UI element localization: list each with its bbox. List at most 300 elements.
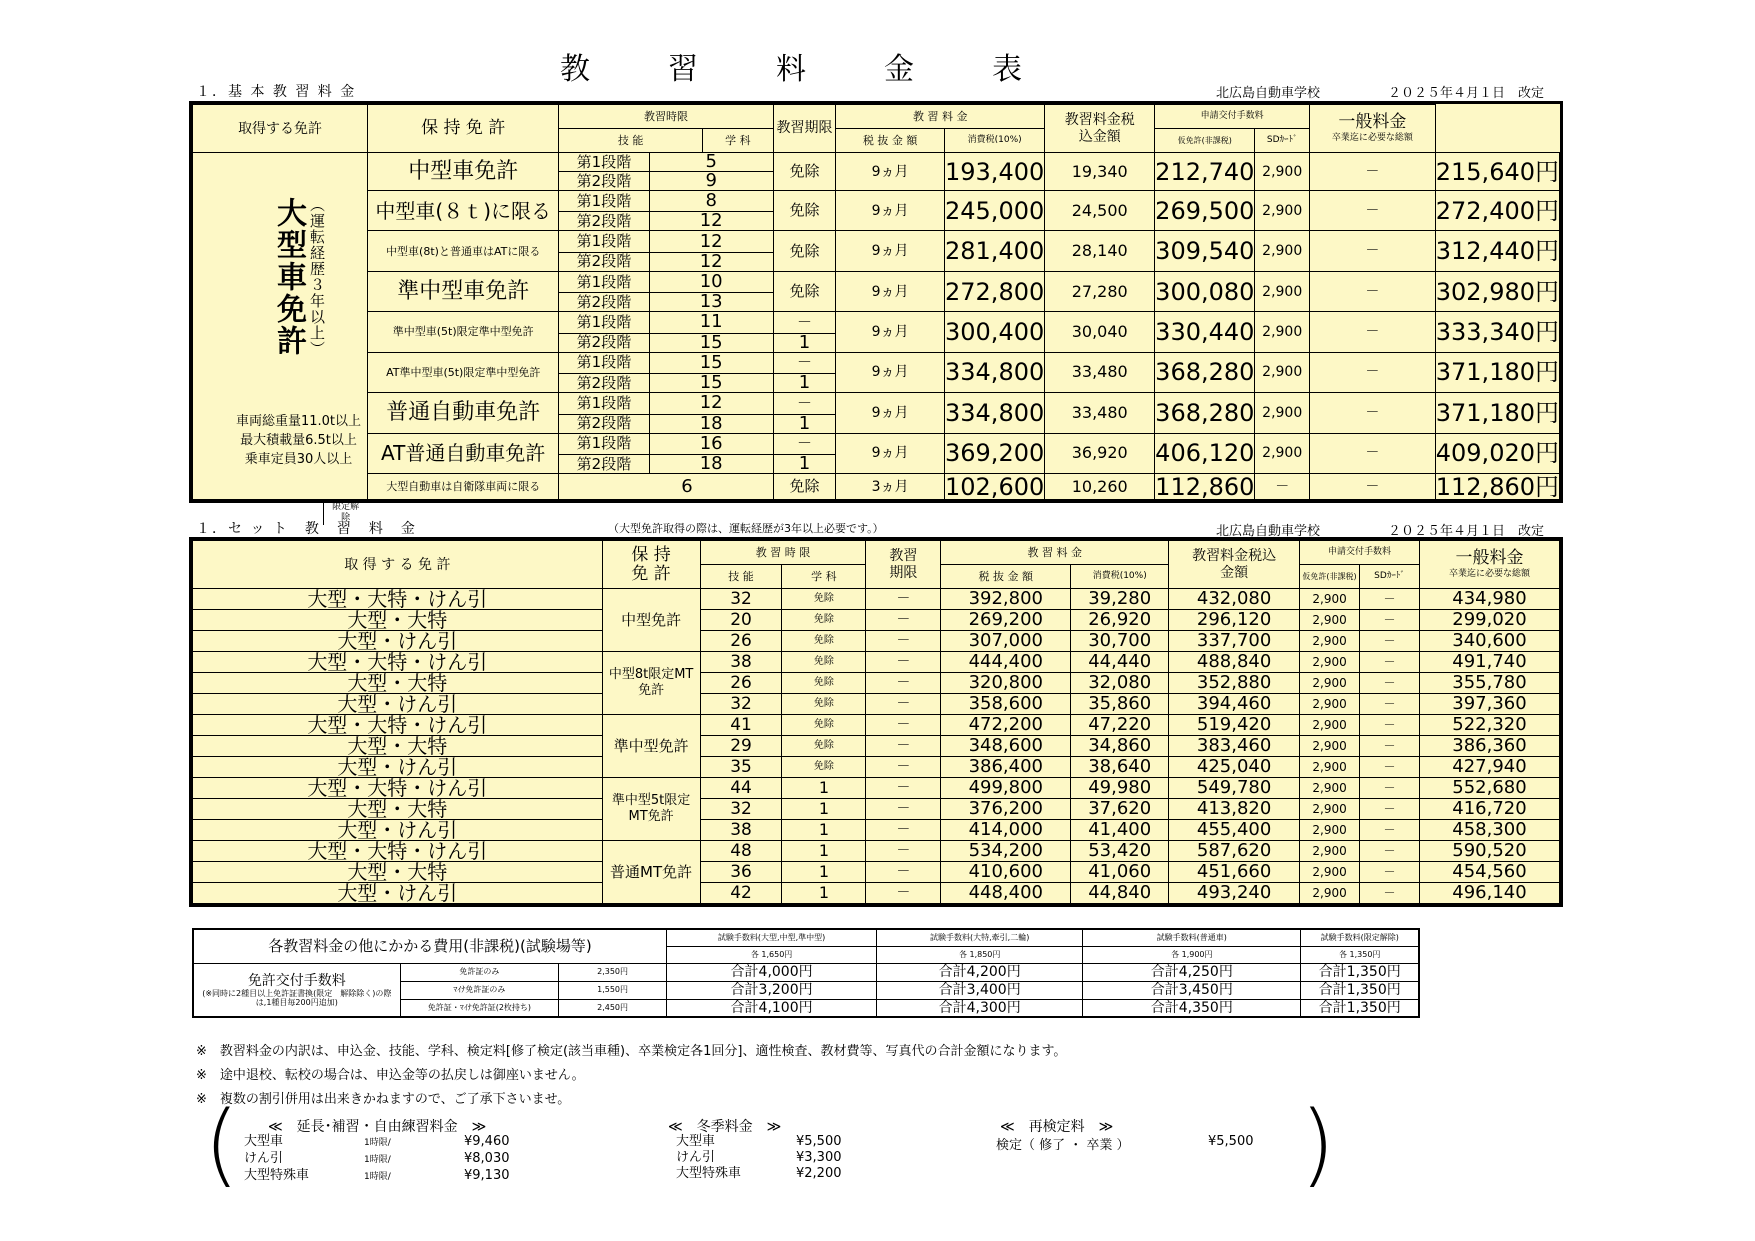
skill-hours: 10 [649, 271, 773, 292]
set-academic: 1 [782, 883, 866, 904]
set-row [193, 862, 1560, 883]
winter-price: ¥5,500 [796, 1134, 842, 1149]
extension-unit: 1時限/ [364, 1172, 391, 1182]
period: 3ヵ月 [836, 474, 945, 500]
period: 9ヵ月 [836, 393, 945, 433]
set-hdr-pre-tax: 税 抜 金 額 [941, 565, 1071, 589]
set-tax: 35,860 [1071, 694, 1169, 715]
total-incl: 406,120 [1155, 433, 1255, 473]
set-tax: 32,080 [1071, 673, 1169, 694]
set-hdr-held: 保 持 免 許 [602, 541, 700, 589]
spec-weight: 車両総重量11.0t以上 [235, 414, 362, 429]
set-hdr-sd: SDｶｰﾄﾞ [1360, 565, 1420, 589]
pre-tax: 369,200 [945, 433, 1045, 473]
provisional-fee: 2,900 [1255, 433, 1310, 473]
extension-price: ¥9,460 [464, 1134, 510, 1149]
held-license: 中型車免許 [368, 153, 559, 191]
set-license-name: 大型・大特・けん引 [193, 778, 603, 799]
set-period: － [866, 757, 941, 778]
set-provisional: 2,900 [1300, 757, 1360, 778]
held-license: 中型車(8t)と普通車はATに限る [368, 231, 559, 271]
set-held-license: 中型免許 [602, 589, 700, 652]
exam-fee-header-2: 試験手数料(大特,牽引,二輪) [877, 929, 1083, 946]
stage-label: 第1段階 [559, 352, 649, 373]
winter-title: ≪ 冬季料金 ≫ [668, 1119, 782, 1135]
general-fee: 371,180円 [1435, 352, 1559, 392]
set-provisional: 2,900 [1300, 652, 1360, 673]
skill-hours: 15 [649, 374, 773, 393]
retest-label: 検定（ 修了 ・ 卒業 ） [996, 1138, 1130, 1153]
school-name-2: 北広島自動車学校 [1216, 524, 1321, 539]
skill-hours: 12 [649, 212, 773, 231]
set-tax: 38,640 [1071, 757, 1169, 778]
total-incl: 269,500 [1155, 191, 1255, 231]
stage-label: 第1段階 [559, 433, 649, 454]
set-sd-card: － [1360, 610, 1420, 631]
issue-total: 合計4,100円 [667, 999, 877, 1017]
set-row [193, 799, 1560, 820]
total-incl: 212,740 [1155, 153, 1255, 191]
winter-price: ¥3,300 [796, 1150, 842, 1165]
set-provisional: 2,900 [1300, 694, 1360, 715]
set-pre-tax: 348,600 [941, 736, 1071, 757]
pre-tax: 245,000 [945, 191, 1045, 231]
set-license-name: 大型・けん引 [193, 820, 603, 841]
issue-row-label: 免許証・ﾏｲﾅ免許証(2枚持ち) [400, 999, 558, 1017]
issue-total: 合計3,450円 [1083, 981, 1301, 999]
issue-total: 合計4,000円 [667, 963, 877, 981]
set-general-fee: 355,780 [1419, 673, 1559, 694]
basic-row [193, 153, 1560, 172]
extension-unit: 1時限/ [364, 1138, 391, 1148]
set-pre-tax: 320,800 [941, 673, 1071, 694]
general-fee-sub: 卒業迄に必要な総額 [1331, 133, 1413, 143]
set-academic: 免除 [782, 610, 866, 631]
tax: 33,480 [1045, 393, 1155, 433]
set-tax: 34,860 [1071, 736, 1169, 757]
stage-label: 第2段階 [559, 414, 649, 433]
set-tax: 37,620 [1071, 799, 1169, 820]
other-costs-table [192, 928, 1420, 1018]
academic: 免除 [773, 271, 835, 311]
set-period: － [866, 715, 941, 736]
set-sd-card: － [1360, 673, 1420, 694]
tax: 24,500 [1045, 191, 1155, 231]
set-row [193, 694, 1560, 715]
set-academic: 1 [782, 841, 866, 862]
set-skill: 38 [700, 820, 782, 841]
pre-tax: 281,400 [945, 231, 1045, 271]
provisional-fee: 2,900 [1255, 191, 1310, 231]
set-row [193, 736, 1560, 757]
retest-title: ≪ 再検定料 ≫ [1000, 1119, 1114, 1135]
set-skill: 35 [700, 757, 782, 778]
set-period: － [866, 799, 941, 820]
spec-load: 最大積載量6.5t以上 [240, 433, 357, 448]
set-sd-card: － [1360, 883, 1420, 904]
winter-price: ¥2,200 [796, 1166, 842, 1181]
set-hdr-total: 教習料金税込金額 [1169, 541, 1300, 589]
hdr-license-to-get: 取得する免許 [193, 105, 368, 153]
sd-card-fee: － [1310, 433, 1436, 473]
set-hdr-tax: 消費税(10%) [1071, 565, 1169, 589]
held-license: 準中型車(5t)限定準中型免許 [368, 312, 559, 352]
set-period: － [866, 841, 941, 862]
basic-row [193, 271, 1560, 292]
set-license-name: 大型・大特・けん引 [193, 715, 603, 736]
set-pre-tax: 534,200 [941, 841, 1071, 862]
pre-tax: 272,800 [945, 271, 1045, 311]
set-license-name: 大型・大特 [193, 673, 603, 694]
set-general-fee: 454,560 [1419, 862, 1559, 883]
total-incl: 309,540 [1155, 231, 1255, 271]
issue-fee-cell [193, 963, 400, 1017]
set-provisional: 2,900 [1300, 841, 1360, 862]
exam-fee-header-1: 試験手数料(大型,中型,準中型) [667, 929, 877, 946]
skill-hours: 15 [649, 352, 773, 373]
set-general-fee: 491,740 [1419, 652, 1559, 673]
issue-row-fee: 1,550円 [559, 981, 667, 999]
set-provisional: 2,900 [1300, 715, 1360, 736]
set-skill: 44 [700, 778, 782, 799]
stage-label: 第2段階 [559, 172, 649, 191]
issue-total: 合計4,350円 [1083, 999, 1301, 1017]
provisional-fee: 2,900 [1255, 352, 1310, 392]
skill-hours: 8 [649, 191, 773, 212]
skill-hours: 12 [649, 231, 773, 252]
skill-hours: 15 [649, 333, 773, 352]
set-total-incl: 394,460 [1169, 694, 1300, 715]
pre-tax: 300,400 [945, 312, 1045, 352]
set-provisional: 2,900 [1300, 589, 1360, 610]
set-period: － [866, 820, 941, 841]
set-row [193, 610, 1560, 631]
set-skill: 26 [700, 631, 782, 652]
set-academic: 1 [782, 778, 866, 799]
set-row [193, 715, 1560, 736]
skill-hours: 12 [649, 393, 773, 414]
hdr-pre-tax: 税 抜 金 額 [836, 129, 945, 153]
set-tax: 49,980 [1071, 778, 1169, 799]
set-tax: 44,440 [1071, 652, 1169, 673]
set-general-fee: 434,980 [1419, 589, 1559, 610]
set-pre-tax: 269,200 [941, 610, 1071, 631]
set-skill: 32 [700, 589, 782, 610]
large-license-block [193, 153, 367, 523]
period: 9ヵ月 [836, 352, 945, 392]
sd-card-fee: － [1310, 191, 1436, 231]
provisional-fee: 2,900 [1255, 312, 1310, 352]
set-total-incl: 352,880 [1169, 673, 1300, 694]
hdr-general [1310, 105, 1436, 153]
exam-fee-each-1: 各 1,650円 [667, 946, 877, 963]
academic: － [773, 312, 835, 333]
issue-total: 合計1,350円 [1301, 999, 1419, 1017]
set-general-fee: 552,680 [1419, 778, 1559, 799]
hdr-provisional: 仮免許(非課税) [1155, 129, 1255, 153]
total-incl: 368,280 [1155, 393, 1255, 433]
set-row [193, 820, 1560, 841]
set-academic: 免除 [782, 736, 866, 757]
set-period: － [866, 673, 941, 694]
set-academic: 免除 [782, 631, 866, 652]
academic: 免除 [773, 231, 835, 271]
general-fee-label: 一般料金 [1338, 112, 1407, 132]
set-tax: 41,400 [1071, 820, 1169, 841]
stage-label: 第1段階 [559, 191, 649, 212]
set-hdr-license: 取 得 す る 免 許 [193, 541, 603, 589]
set-total-incl: 519,420 [1169, 715, 1300, 736]
academic: 免除 [773, 153, 835, 191]
set-period: － [866, 652, 941, 673]
general-fee: 112,860円 [1435, 472, 1559, 501]
sd-card-fee: － [1310, 153, 1436, 191]
extension-price: ¥9,130 [464, 1168, 510, 1183]
other-costs-title: 各教習料金の他にかかる費用(非課税)(試験場等) [193, 929, 667, 963]
period: 9ヵ月 [836, 312, 945, 352]
exam-fee-each-2: 各 1,850円 [877, 946, 1083, 963]
provisional-fee: 2,900 [1255, 271, 1310, 311]
set-hdr-fee: 教 習 料 金 [941, 541, 1169, 565]
set-general-fee: 427,940 [1419, 757, 1559, 778]
academic: 1 [773, 333, 835, 352]
set-sd-card: － [1360, 778, 1420, 799]
set-hdr-period: 教習期限 [866, 541, 941, 589]
note-3: ※ 複数の割引併用は出来きかねますので、ご了承下さいませ。 [196, 1092, 571, 1107]
extension-row [244, 1134, 510, 1151]
total-incl: 300,080 [1155, 271, 1255, 311]
academic: － [773, 393, 835, 414]
page-title: 教 習 料 金 表 [560, 52, 1028, 87]
set-fee-table [192, 540, 1560, 904]
sd-card-fee: － [1310, 231, 1436, 271]
set-hdr-app-fee: 申請交付手数料 [1300, 541, 1420, 565]
set-period: － [866, 862, 941, 883]
set-period: － [866, 736, 941, 757]
general-fee: 333,340円 [1435, 312, 1559, 352]
skill-hours: 18 [649, 455, 773, 474]
set-sd-card: － [1360, 757, 1420, 778]
set-academic: 免除 [782, 589, 866, 610]
revision-date: ２０２５年４月１日 改定 [1388, 86, 1545, 101]
set-general-fee: 397,360 [1419, 694, 1559, 715]
skill-hours: 6 [559, 474, 773, 500]
skill-hours: 16 [649, 433, 773, 454]
set-license-name: 大型・大特 [193, 799, 603, 820]
issue-row-fee: 2,450円 [559, 999, 667, 1017]
provisional-fee: － [1255, 474, 1310, 500]
set-general-fee: 458,300 [1419, 820, 1559, 841]
set-row [193, 757, 1560, 778]
sd-card-fee: － [1310, 271, 1436, 311]
general-fee: 312,440円 [1435, 231, 1559, 271]
set-sd-card: － [1360, 862, 1420, 883]
set-skill: 42 [700, 883, 782, 904]
issue-total: 合計4,300円 [877, 999, 1083, 1017]
set-hdr-general [1419, 541, 1559, 589]
set-pre-tax: 386,400 [941, 757, 1071, 778]
hdr-total-incl: 教習料金税込金額 [1045, 105, 1155, 153]
period: 9ヵ月 [836, 271, 945, 311]
hdr-tax: 消費税(10%) [945, 129, 1045, 153]
set-license-name: 大型・けん引 [193, 883, 603, 904]
set-held-license: 中型8t限定MT免許 [602, 652, 700, 715]
exam-fee-each-3: 各 1,900円 [1083, 946, 1301, 963]
stage-label: 第2段階 [559, 333, 649, 352]
tax: 27,280 [1045, 271, 1155, 311]
tax: 30,040 [1045, 312, 1155, 352]
hdr-skill: 技 能 [559, 129, 703, 153]
skill-hours: 12 [649, 252, 773, 271]
extension-row [244, 1168, 510, 1185]
set-provisional: 2,900 [1300, 820, 1360, 841]
provisional-fee: 2,900 [1255, 231, 1310, 271]
set-sd-card: － [1360, 736, 1420, 757]
provisional-fee: 2,900 [1255, 393, 1310, 433]
tax: 19,340 [1045, 153, 1155, 191]
pre-tax: 193,400 [945, 153, 1045, 191]
pre-tax: 334,800 [945, 352, 1045, 392]
extension-row [244, 1151, 510, 1168]
extension-unit: 1時限/ [364, 1155, 391, 1165]
held-license: AT普通自動車免許 [368, 433, 559, 473]
general-fee: 272,400円 [1435, 191, 1559, 231]
set-license-name: 大型・大特 [193, 610, 603, 631]
general-fee: 302,980円 [1435, 271, 1559, 311]
winter-row [676, 1134, 842, 1150]
basic-row [193, 393, 1560, 414]
revision-date-2: ２０２５年４月１日 改定 [1388, 524, 1545, 539]
set-section-title: １．セ ッ ト 教 習 料 金 [196, 521, 417, 537]
set-hdr-hours: 教 習 時 限 [700, 541, 866, 565]
stage-label: 第2段階 [559, 252, 649, 271]
set-sd-card: － [1360, 820, 1420, 841]
stage-label: 第1段階 [559, 231, 649, 252]
set-license-name: 大型・大特・けん引 [193, 841, 603, 862]
stage-label: 第1段階 [559, 393, 649, 414]
basic-row [193, 231, 1560, 252]
hdr-fee: 教 習 料 金 [836, 105, 1045, 129]
issue-total: 合計4,200円 [877, 963, 1083, 981]
issue-total: 合計4,250円 [1083, 963, 1301, 981]
set-pre-tax: 410,600 [941, 862, 1071, 883]
pre-tax: 102,600 [945, 472, 1045, 501]
set-academic: 1 [782, 820, 866, 841]
stage-label: 第2段階 [559, 293, 649, 312]
set-general-fee: 299,020 [1419, 610, 1559, 631]
set-period: － [866, 883, 941, 904]
total-incl: 112,860 [1155, 472, 1255, 501]
set-pre-tax: 392,800 [941, 589, 1071, 610]
set-total-incl: 451,660 [1169, 862, 1300, 883]
set-pre-tax: 472,200 [941, 715, 1071, 736]
extension-title: ≪ 延長･補習・自由練習料金 ≫ [268, 1119, 487, 1135]
set-period: － [866, 631, 941, 652]
issue-total: 合計3,200円 [667, 981, 877, 999]
sd-card-fee: － [1310, 352, 1436, 392]
held-license: AT準中型車(5t)限定準中型免許 [368, 352, 559, 392]
set-tax: 44,840 [1071, 883, 1169, 904]
note-1: ※ 教習料金の内訳は、申込金、技能、学科、検定料[修了検定(該当車種)、卒業検定各1回分]、適性検査、教材費等、写真代の合計金額になります。 [196, 1044, 1067, 1059]
set-general-fee: 496,140 [1419, 883, 1559, 904]
hdr-hours: 教習時限 [559, 105, 773, 129]
set-total-incl: 432,080 [1169, 589, 1300, 610]
set-tax: 41,060 [1071, 862, 1169, 883]
sd-card-fee: － [1310, 474, 1436, 500]
set-row [193, 778, 1560, 799]
set-total-incl: 488,840 [1169, 652, 1300, 673]
provisional-fee: 2,900 [1255, 153, 1310, 191]
skill-hours: 9 [649, 172, 773, 191]
basic-row [193, 352, 1560, 373]
set-academic: 免除 [782, 715, 866, 736]
left-bracket: ( [204, 1092, 240, 1197]
extension-list [244, 1134, 510, 1185]
set-sd-card: － [1360, 694, 1420, 715]
basic-row [193, 312, 1560, 333]
issue-total: 合計1,350円 [1301, 963, 1419, 981]
general-fee: 371,180円 [1435, 393, 1559, 433]
set-period: － [866, 778, 941, 799]
set-period: － [866, 589, 941, 610]
winter-row [676, 1166, 842, 1182]
set-skill: 20 [700, 610, 782, 631]
stage-label: 第1段階 [559, 312, 649, 333]
set-row [193, 589, 1560, 610]
hdr-academic: 学 科 [702, 129, 773, 153]
winter-row [676, 1150, 842, 1166]
tax: 33,480 [1045, 352, 1155, 392]
set-total-incl: 383,460 [1169, 736, 1300, 757]
exam-fee-header-3: 試験手数料(普通車) [1083, 929, 1301, 946]
set-tax: 26,920 [1071, 610, 1169, 631]
extension-price: ¥8,030 [464, 1151, 510, 1166]
stage-label: 第1段階 [559, 271, 649, 292]
academic: － [773, 433, 835, 454]
set-held-license: 普通MT免許 [602, 841, 700, 904]
set-academic: 免除 [782, 757, 866, 778]
academic: 1 [773, 374, 835, 393]
period: 9ヵ月 [836, 433, 945, 473]
set-pre-tax: 448,400 [941, 883, 1071, 904]
set-license-name: 大型・大特・けん引 [193, 589, 603, 610]
set-skill: 32 [700, 694, 782, 715]
exam-fee-each-4: 各 1,350円 [1301, 946, 1419, 963]
set-academic: 免除 [782, 694, 866, 715]
set-period: － [866, 610, 941, 631]
set-total-incl: 425,040 [1169, 757, 1300, 778]
set-license-name: 大型・けん引 [193, 757, 603, 778]
set-provisional: 2,900 [1300, 883, 1360, 904]
period: 9ヵ月 [836, 153, 945, 191]
spec-capacity: 乗車定員30人以上 [244, 452, 353, 467]
set-sd-card: － [1360, 631, 1420, 652]
basic-row [193, 191, 1560, 212]
set-note: （大型免許取得の際は、運転経歴が3年以上必要です。） [608, 522, 884, 535]
academic: 免除 [773, 191, 835, 231]
set-total-incl: 413,820 [1169, 799, 1300, 820]
set-license-name: 大型・けん引 [193, 631, 603, 652]
set-general-fee: 590,520 [1419, 841, 1559, 862]
hdr-period: 教習期限 [773, 105, 835, 153]
set-row [193, 673, 1560, 694]
set-row [193, 841, 1560, 862]
large-license-cell [193, 153, 368, 523]
extension-name: けん引 [244, 1151, 284, 1166]
set-license-name: 大型・大特 [193, 736, 603, 757]
extension-name: 大型車 [244, 1134, 284, 1149]
set-academic: 免除 [782, 673, 866, 694]
